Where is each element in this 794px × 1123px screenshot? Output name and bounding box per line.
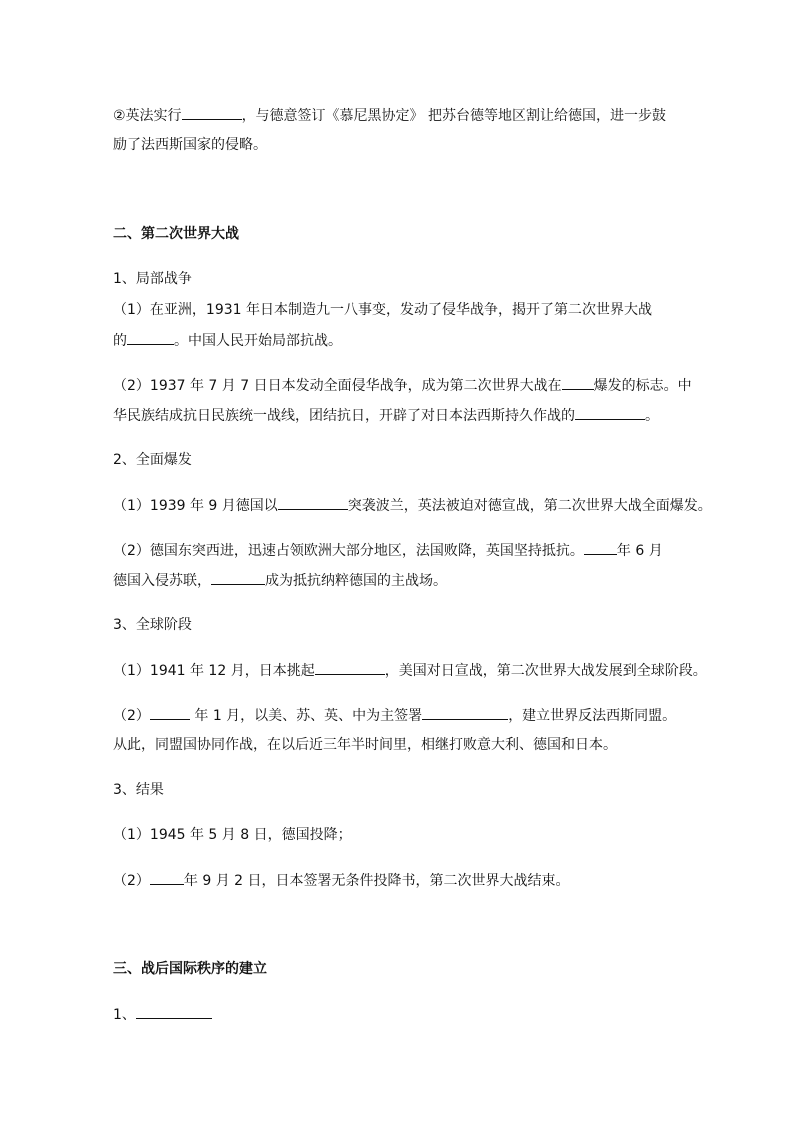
text-line: 德国入侵苏联， 成为抵抗纳粹德国的主战场。 bbox=[113, 573, 447, 589]
text-line: （2）1937 年 7 月 7 日日本发动全面侵华战争，成为第二次世界大战在 爆发的标志。中 bbox=[113, 378, 692, 394]
fill-blank bbox=[150, 871, 184, 885]
text-line: ②英法实行 ，与德意签订《慕尼黑协定》 把苏台德等地区割让给德国，进一步鼓 bbox=[113, 108, 667, 124]
fill-blank bbox=[562, 376, 594, 390]
text-line: 1、 bbox=[113, 1005, 212, 1024]
fill-blank bbox=[136, 1005, 212, 1019]
fill-blank bbox=[422, 706, 508, 720]
fill-blank bbox=[150, 706, 190, 720]
text-line: （1）1939 年 9 月德国以 突袭波兰，英法被迫对德宣战，第二次世界大战全面爆发。 bbox=[113, 498, 712, 514]
fill-blank bbox=[182, 106, 242, 120]
text-line: 华民族结成抗日民族统一战线，团结抗日，开辟了对日本法西斯持久作战的 。 bbox=[113, 408, 659, 424]
text-line: （1）1941 年 12 月，日本挑起 ，美国对日宣战，第二次世界大战发展到全球阶段。 bbox=[113, 663, 707, 679]
fill-blank bbox=[127, 331, 174, 345]
section-heading: 三、战后国际秩序的建立 bbox=[113, 961, 267, 977]
subsection-heading: 2、全面爆发 bbox=[113, 452, 192, 468]
fill-blank bbox=[315, 661, 385, 675]
subsection-heading: 3、结果 bbox=[113, 782, 164, 798]
text-line: （1）在亚洲，1931 年日本制造九一八事变，发动了侵华战争，揭开了第二次世界大战 bbox=[113, 302, 652, 318]
text-line: 励了法西斯国家的侵略。 bbox=[113, 137, 267, 153]
fill-blank bbox=[584, 541, 617, 555]
text-line: （2）德国东突西进，迅速占领欧洲大部分地区，法国败降，英国坚持抵抗。 年 6 月 bbox=[113, 543, 663, 559]
fill-blank bbox=[575, 406, 645, 420]
section-heading: 二、第二次世界大战 bbox=[113, 226, 239, 242]
text-line: （1）1945 年 5 月 8 日，德国投降； bbox=[113, 827, 352, 843]
subsection-heading: 1、局部战争 bbox=[113, 271, 192, 287]
fill-blank bbox=[211, 571, 265, 585]
fill-blank bbox=[278, 496, 348, 510]
text-line: 从此，同盟国协同作战，在以后近三年半时间里，相继打败意大利、德国和日本。 bbox=[113, 737, 617, 753]
text-line: （2） 年 9 月 2 日，日本签署无条件投降书，第二次世界大战结束。 bbox=[113, 873, 570, 889]
subsection-heading: 3、全球阶段 bbox=[113, 617, 192, 633]
text-line: （2） 年 1 月，以美、苏、英、中为主签署 ，建立世界反法西斯同盟。 bbox=[113, 708, 677, 724]
text-line: 的 。中国人民开始局部抗战。 bbox=[113, 333, 342, 349]
